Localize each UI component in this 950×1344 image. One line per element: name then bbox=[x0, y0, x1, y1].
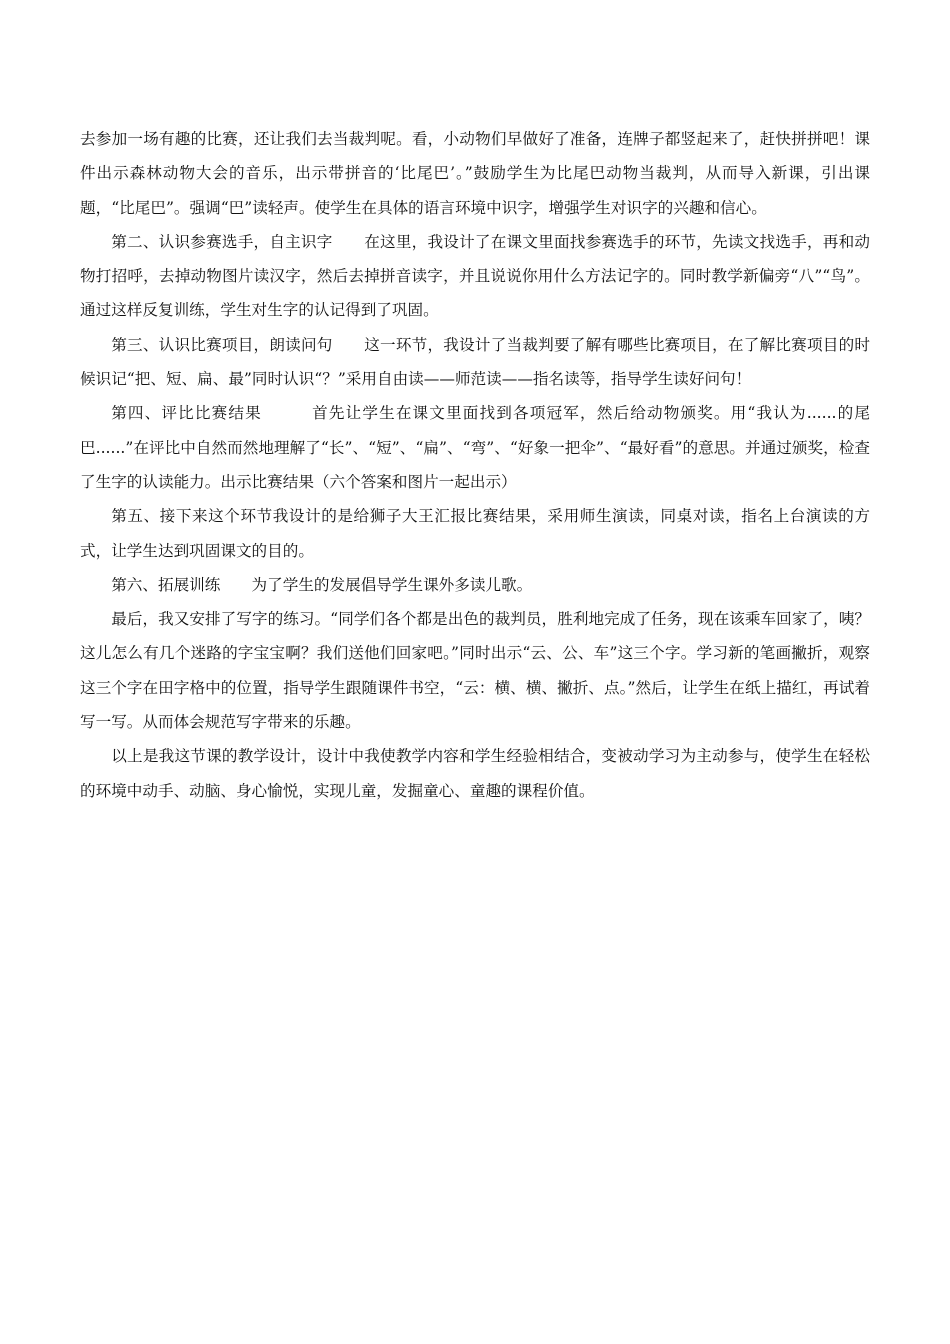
paragraph-step-six: 第六、拓展训练 为了学生的发展倡导学生课外多读儿歌。 bbox=[111, 575, 533, 594]
paragraph-step-four: 第四、评比比赛结果 首先让学生在课文里面找到各项冠军，然后给动物颁奖。用“我认为......的尾巴......”在评比中自然而然地理解了“长”、“短”、“扁”、“弯”、“好象一把伞”、“最好看”的意思。并通过颁奖，检查了生字的认读能力。出示比赛结果（六个答案和图片一起出示） bbox=[80, 404, 870, 491]
paragraph-step-three: 第三、认识比赛项目，朗读问句 这一环节，我设计了当裁判要了解有哪些比赛项目，在了解比赛项目的时候识记“把、短、扁、最”同时认识“？”采用自由读——师范读——指名读等，指导学生读好问句！ bbox=[80, 335, 870, 389]
paragraph-step-five: 第五、接下来这个环节我设计的是给狮子大王汇报比赛结果，采用师生演读，同桌对读，指名上台演读的方式，让学生达到巩固课文的目的。 bbox=[80, 507, 870, 560]
document-body bbox=[80, 122, 870, 808]
paragraph-intro-continued: 去参加一场有趣的比赛，还让我们去当裁判呢。看，小动物们早做好了准备，连牌子都竖起来了，赶快拼拼吧！课件出示森林动物大会的音乐，出示带拼音的‘比尾巴’。”鼓励学生为比尾巴动物当裁判，从而导入新课，引出课题，“比尾巴”。强调“巴”读轻声。使学生在具体的语言环境中识字，增强学生对识字的兴趣和信心。 bbox=[80, 130, 870, 217]
paragraph-step-two: 第二、认识参赛选手，自主识字 在这里，我设计了在课文里面找参赛选手的环节，先读文找选手，再和动物打招呼，去掉动物图片读汉字，然后去掉拼音读字，并且说说你用什么方法记字的。同时教学新偏旁“八”“鸟”。通过这样反复训练，学生对生字的认记得到了巩固。 bbox=[80, 232, 870, 320]
paragraph-conclusion: 以上是我这节课的教学设计，设计中我使教学内容和学生经验相结合，变被动学习为主动参与，使学生在轻松的环境中动手、动脑、身心愉悦，实现儿童，发掘童心、童趣的课程价值。 bbox=[80, 747, 870, 800]
paragraph-writing-practice: 最后，我又安排了写字的练习。“同学们各个都是出色的裁判员，胜利地完成了任务，现在该乘车回家了，咦？这儿怎么有几个迷路的字宝宝啊？我们送他们回家吧。”同时出示“云、公、车”这三个字。学习新的笔画撇折，观察这三个字在田字格中的位置，指导学生跟随课件书空，“云：横、横、撇折、点。”然后，让学生在纸上描红，再试着写一写。从而体会规范写字带来的乐趣。 bbox=[80, 610, 870, 732]
